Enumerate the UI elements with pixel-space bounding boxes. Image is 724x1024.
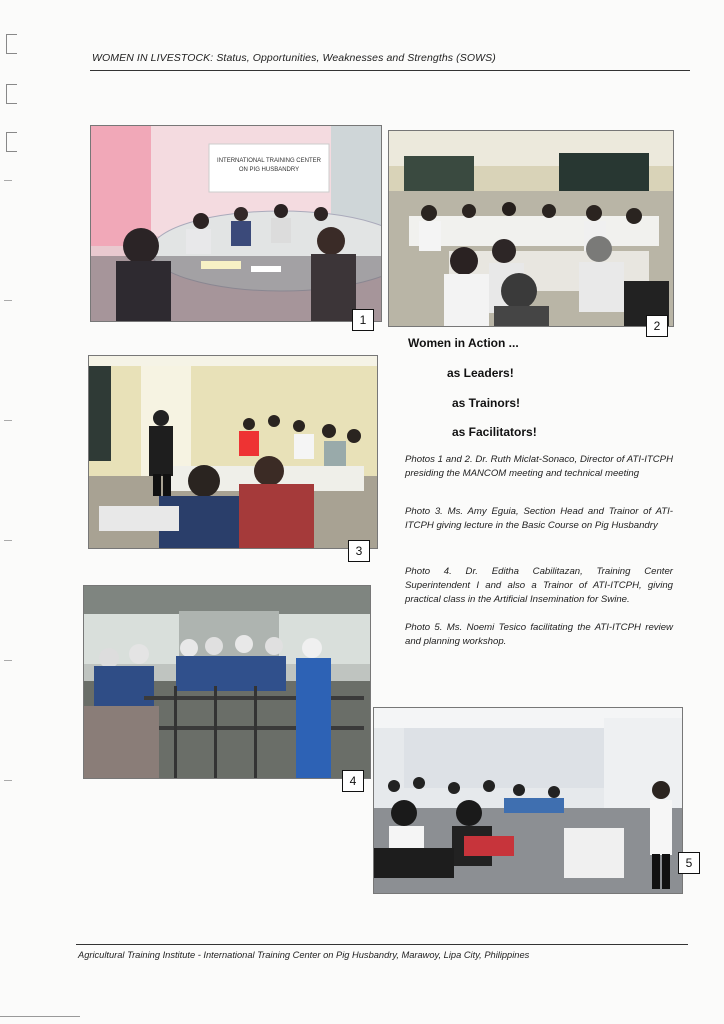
- heading-as-leaders: as Leaders!: [447, 366, 514, 380]
- footer-rule: [76, 944, 688, 945]
- photo-4-practical-class: [83, 585, 371, 779]
- page-footer: Agricultural Training Institute - International Training Center on Pig Husbandry, Marawoy, Lipa City, Philippines: [78, 950, 530, 960]
- caption-photos-1-2: Photos 1 and 2. Dr. Ruth Miclat-Sonaco, Director of ATI-ITCPH presiding the MANCOM meeting and technical meeting: [405, 454, 673, 479]
- margin-tick: [4, 660, 12, 661]
- photo-1-meeting: [90, 125, 382, 322]
- caption-photo-3: Photo 3. Ms. Amy Eguia, Section Head and Trainor of ATI-ITCPH giving lecture in the Basic Course on Pig Husbandry: [405, 506, 673, 531]
- margin-tick: [4, 780, 12, 781]
- header-rule: [90, 70, 690, 71]
- photo-5-workshop: [373, 707, 683, 894]
- margin-tick: [4, 180, 12, 181]
- binder-mark: [6, 84, 17, 104]
- photo-number-4: 4: [342, 770, 364, 792]
- caption-photo-5: Photo 5. Ms. Noemi Tesico facilitating the ATI-ITCPH review and planning workshop.: [405, 622, 673, 647]
- heading-as-trainors: as Trainors!: [452, 396, 521, 410]
- banner-line-2: ON PIG HUSBANDRY: [238, 167, 300, 173]
- page-header: WOMEN IN LIVESTOCK: Status, Opportunities, Weaknesses and Strengths (SOWS): [92, 52, 496, 64]
- heading-women-in-action: Women in Action ...: [408, 336, 519, 350]
- binder-mark: [6, 34, 17, 54]
- photo-number-5: 5: [678, 852, 700, 874]
- caption-photo-4: Photo 4. Dr. Editha Cabilitazan, Training Center Superintendent I and also a Trainor of ATI-ITCPH, giving practical class in the Artificial Insemination for Swine.: [405, 566, 673, 605]
- banner-line-1: INTERNATIONAL TRAINING CENTER: [217, 158, 321, 164]
- photo-2-meeting: [388, 130, 674, 327]
- photo-number-3: 3: [348, 540, 370, 562]
- page-edge-mark: [0, 1016, 80, 1017]
- photo-number-1: 1: [352, 309, 374, 331]
- photo-3-lecture: [88, 355, 378, 549]
- heading-as-facilitators: as Facilitators!: [452, 425, 537, 439]
- margin-tick: [4, 420, 12, 421]
- margin-tick: [4, 540, 12, 541]
- photo-number-2: 2: [646, 315, 668, 337]
- margin-tick: [4, 300, 12, 301]
- binder-mark: [6, 132, 17, 152]
